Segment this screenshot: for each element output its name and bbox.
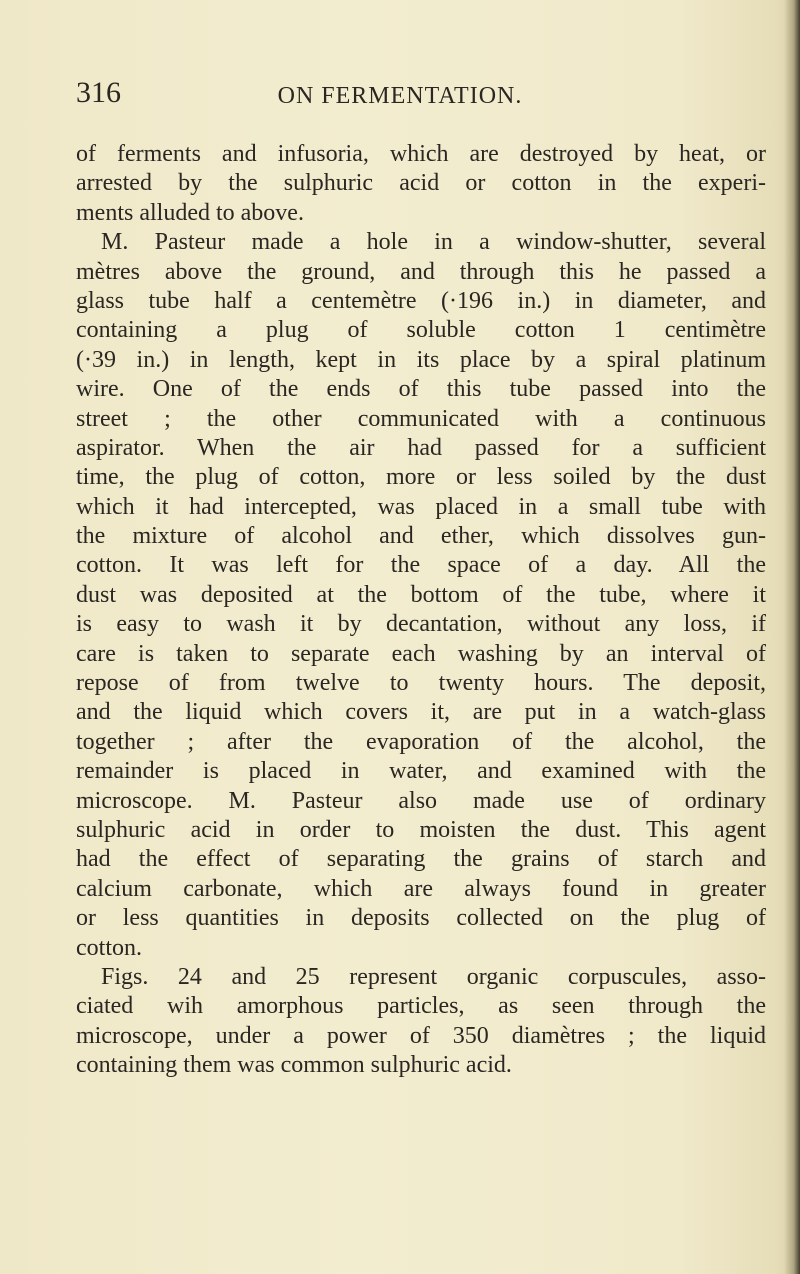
text-line: care is taken to separate each washing by an interval of (76, 640, 766, 667)
text-line: aspirator. When the air had passed for a sufficient (76, 434, 766, 461)
text-line: the mixture of alcohol and ether, which dissolves gun- (76, 523, 766, 550)
text-line: microscope, under a power of 350 diamètres ; the liquid (76, 1022, 766, 1049)
running-title: ON FERMENTATION. (277, 83, 523, 109)
text-line: which it had intercepted, was placed in a small tube with (76, 493, 766, 520)
text-line: M. Pasteur made a hole in a window-shutter, several (101, 229, 766, 256)
text-line: of ferments and infusoria, which are destroyed by heat, or (76, 141, 766, 167)
body-text (76, 140, 766, 1081)
text-line: mètres above the ground, and through this he passed a (76, 258, 766, 285)
text-line: containing a plug of soluble cotton 1 centimètre (76, 317, 766, 344)
text-line: together ; after the evaporation of the alcohol, the (76, 728, 766, 755)
text-line: calcium carbonate, which are always found in greater (76, 875, 766, 902)
text-line: or less quantities in deposits collected on the plug of (76, 905, 766, 932)
text-line: (·39 in.) in length, kept in its place by a spiral platinum (76, 346, 766, 373)
page-edge-shadow (784, 0, 800, 1274)
text-line: microscope. M. Pasteur also made use of ordinary (76, 787, 766, 814)
text-line: street ; the other communicated with a continuous (76, 405, 766, 432)
text-line: cotton. (76, 934, 142, 961)
text-line: arrested by the sulphuric acid or cotton in the experi- (76, 170, 766, 197)
text-line: and the liquid which covers it, are put in a watch-glass (76, 699, 766, 726)
text-line: Figs. 24 and 25 represent organic corpuscules, asso- (101, 963, 766, 990)
text-line: containing them was common sulphuric acid. (76, 1052, 512, 1079)
text-line: wire. One of the ends of this tube passed into the (76, 376, 766, 403)
text-line: dust was deposited at the bottom of the tube, where it (76, 581, 766, 608)
page-number: 316 (76, 76, 121, 109)
text-line: time, the plug of cotton, more or less soiled by the dust (76, 464, 766, 491)
text-line: ments alluded to above. (76, 199, 304, 226)
text-line: glass tube half a centemètre (·196 in.) in diameter, and (76, 287, 766, 314)
text-line: cotton. It was left for the space of a day. All the (76, 552, 766, 579)
text-line: sulphuric acid in order to moisten the dust. This agent (76, 816, 766, 843)
text-line: is easy to wash it by decantation, without any loss, if (76, 611, 766, 638)
text-line: remainder is placed in water, and examined with the (76, 758, 766, 785)
text-line: ciated wih amorphous particles, as seen through the (76, 993, 766, 1020)
text-line: repose of from twelve to twenty hours. The deposit, (76, 670, 766, 697)
text-line: had the effect of separating the grains of starch and (76, 846, 766, 873)
